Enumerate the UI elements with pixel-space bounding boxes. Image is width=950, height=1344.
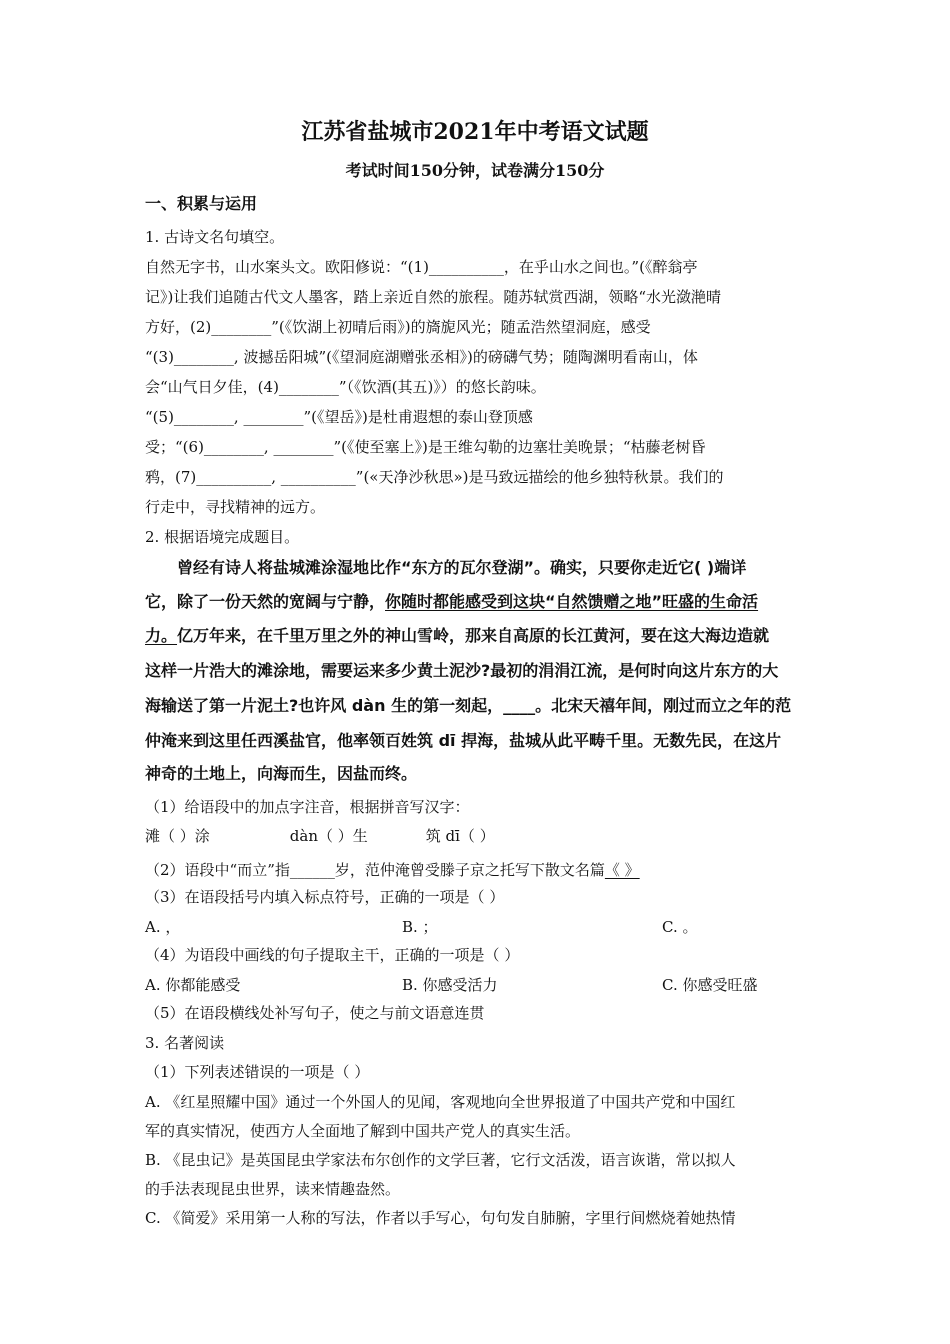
sub-question-2-prompt: （2）语段中“而立”指______岁，范仲淹曾受滕子京之托写下散文名篇	[145, 861, 605, 879]
question-1-label: 1. 古诗文名句填空。	[145, 228, 285, 246]
q3-option-line: 军的真实情况，使西方人全面地了解到中国共产党人的真实生活。	[145, 1122, 581, 1140]
q3-option-line: A. 《红星照耀中国》通过一个外国人的见闻，客观地向全世界报道了中国共产党和中国红	[145, 1093, 736, 1111]
q1-text-line: 自然无字书，山水案头文。欧阳修说：“(1)__________，在乎山水之间也。”(《醉翁亭	[145, 258, 698, 276]
pinyin-item-dan: dàn（ ）生	[289, 827, 368, 845]
passage-text: 它，除了一份天然的宽阔与宁静，	[145, 592, 386, 611]
q3-sub-question-1: （1）下列表述错误的一项是（ ）	[145, 1063, 370, 1081]
underlined-sentence: 力。	[145, 626, 178, 645]
pinyin-item-di: 筑 dī（ ）	[425, 827, 495, 845]
sub-question-3-option[interactable]: B. ；	[402, 918, 438, 936]
sub-question-5-prompt: （5）在语段横线处补写句子，使之与前文语意连贯	[145, 1004, 485, 1022]
passage-text: 亿万年来，在千里万里之外的神山雪岭，那来自高原的长江黄河，要在这大海边造就	[177, 626, 770, 645]
page-subtitle: 考试时间150分钟，试卷满分150分	[345, 161, 605, 180]
sub-question-4-option[interactable]: B. 你感受活力	[402, 976, 498, 994]
passage-line: 神奇的土地上，向海而生，因盐而终。	[145, 764, 418, 783]
passage-line	[145, 626, 769, 646]
sub-question-3-option[interactable]: A. ，	[145, 918, 181, 936]
q1-text-line: “(5)________, ________”(《望岳》)是杜甫遐想的泰山登顶感	[145, 408, 533, 426]
underlined-sentence: 你随时都能感受到这块“自然馈赠之地”旺盛的生命活	[385, 592, 759, 611]
question-2-label: 2. 根据语境完成题目。	[145, 528, 300, 546]
pinyin-row	[145, 826, 495, 846]
q1-text-line: 会“山气日夕佳，(4)________”（《饮酒(其五)》）的悠长韵味。	[145, 378, 546, 396]
sub-question-1-prompt: （1）给语段中的加点字注音，根据拼音写汉字：	[145, 798, 470, 816]
sub-question-3-prompt: （3）在语段括号内填入标点符号，正确的一项是（ ）	[145, 888, 505, 906]
passage-line: 海输送了第一片泥土?也许风 dàn 生的第一刻起，____。北宋天禧年间，刚过而立之年的范	[145, 696, 792, 715]
q1-text-line: 行走中，寻找精神的远方。	[145, 498, 326, 516]
sub-question-3-option[interactable]: C. 。	[662, 918, 698, 936]
passage-line: 曾经有诗人将盐城滩涂湿地比作“东方的瓦尔登湖”。确实，只要你走近它( )端详	[177, 558, 747, 577]
passage-line	[145, 592, 758, 612]
section-heading: 一、积累与运用	[145, 194, 258, 213]
sub-question-4-option[interactable]: C. 你感受旺盛	[662, 976, 758, 994]
title-blank[interactable]: 《 》	[604, 861, 640, 879]
q3-option-line: C. 《简爱》采用第一人称的写法，作者以手写心，句句发自肺腑，字里行间燃烧着她热情	[145, 1209, 736, 1227]
question-3-label: 3. 名著阅读	[145, 1034, 225, 1052]
q1-text-line: 记》)让我们追随古代文人墨客，踏上亲近自然的旅程。随苏轼赏西湖，领略“水光潋滟晴	[145, 288, 722, 306]
passage-line: 这样一片浩大的滩涂地，需要运来多少黄土泥沙?最初的涓涓江流，是何时向这片东方的大	[145, 661, 779, 680]
page-title: 江苏省盐城市2021年中考语文试题	[301, 119, 649, 145]
q3-option-line: 的手法表现昆虫世界，读来情趣盎然。	[145, 1180, 401, 1198]
q1-text-line: 鸦，(7)__________, __________”(«天净沙秋思»)是马致远描绘的他乡独特秋景。我们的	[145, 468, 724, 486]
sub-question-2	[145, 860, 640, 880]
sub-question-4-prompt: （4）为语段中画线的句子提取主干，正确的一项是（ ）	[145, 946, 520, 964]
q1-text-line: 受；“(6)________, ________”(《使至塞上》)是王维勾勒的边塞壮美晚景；“枯藤老树昏	[145, 438, 706, 456]
q1-text-line: 方好，(2)________”(《饮湖上初晴后雨》)的旖旎风光；随孟浩然望洞庭，感受	[145, 318, 651, 336]
sub-question-4-option[interactable]: A. 你都能感受	[145, 976, 241, 994]
passage-line: 仲淹来到这里任西溪盐官，他率领百姓筑 dī 捍海，盐城从此平畴千里。无数先民，在这片	[145, 731, 782, 750]
pinyin-item-tan: 滩（ ）涂	[145, 827, 210, 845]
q1-text-line: “(3)________, 波撼岳阳城”(《望洞庭湖赠张丞相》)的磅礴气势；随陶渊明看南山，体	[145, 348, 698, 366]
q3-option-line: B. 《昆虫记》是英国昆虫学家法布尔创作的文学巨著，它行文活泼，语言诙谐，常以拟人	[145, 1151, 736, 1169]
